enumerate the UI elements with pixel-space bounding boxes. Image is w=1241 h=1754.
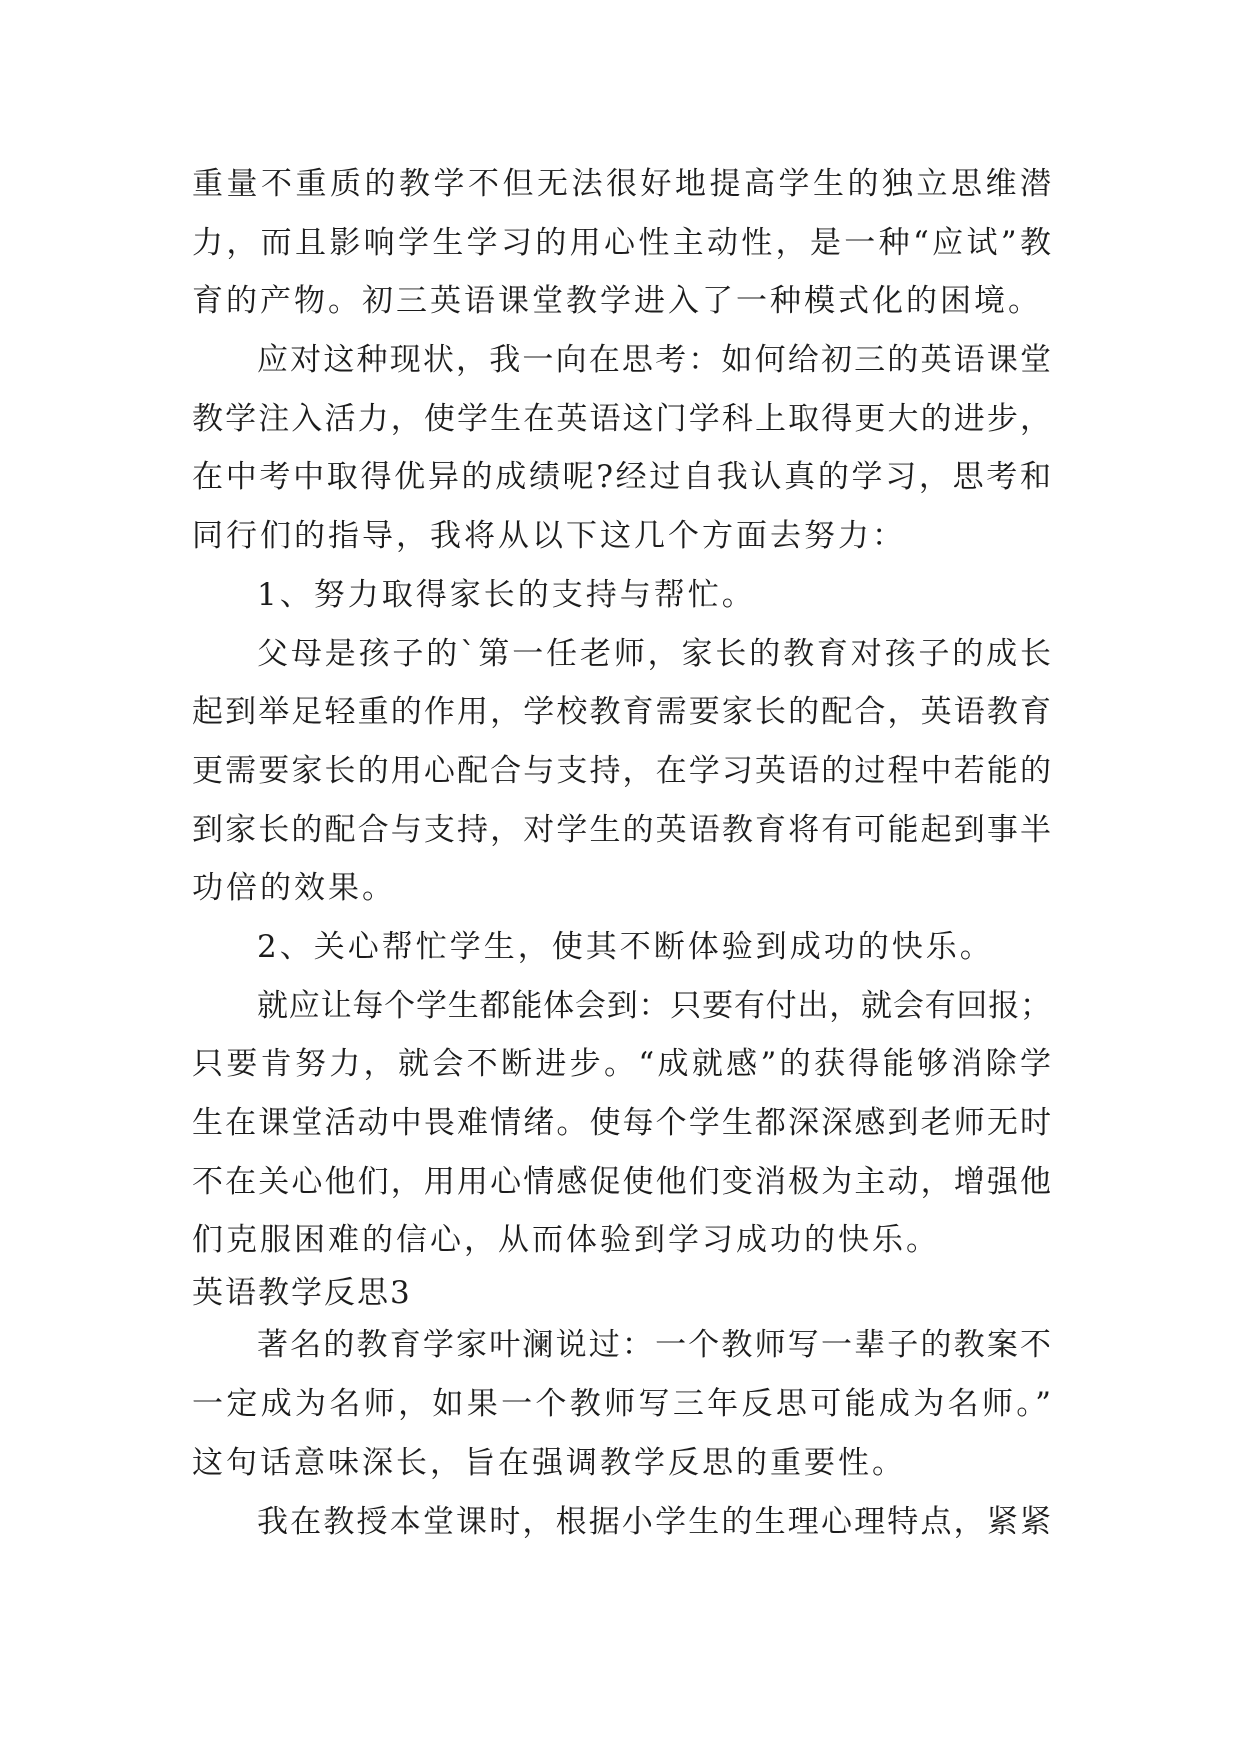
text-line: 重量不重质的教学不但无法很好地提高学生的独立思维潜 xyxy=(192,166,1051,202)
text-line: 2、关心帮忙学生，使其不断体验到成功的快乐。 xyxy=(257,928,994,965)
paragraph xyxy=(192,155,1051,331)
text-line: 应对这种现状，我一向在思考：如何给初三的英语课堂 xyxy=(257,342,1051,379)
text-line: 著名的教育学家叶澜说过：一个教师写一辈子的教案不 xyxy=(257,1327,1051,1364)
text-line: 不在关心他们，用用心情感促使他们变消极为主动，增强他 xyxy=(192,1163,1051,1200)
text-line: 功倍的效果。 xyxy=(192,870,396,907)
numbered-point xyxy=(192,918,1051,977)
text-line: 更需要家长的用心配合与支持，在学习英语的过程中若能的 xyxy=(192,752,1051,789)
text-line: 同行们的指导，我将从以下这几个方面去努力： xyxy=(192,518,906,555)
paragraph xyxy=(192,1316,1051,1492)
text-line: 到家长的配合与支持，对学生的英语教育将有可能起到事半 xyxy=(192,811,1051,848)
paragraph xyxy=(192,331,1051,566)
text-line: 力，而且影响学生学习的用心性主动性，是一种“应试”教 xyxy=(192,224,1051,261)
paragraph xyxy=(192,977,1051,1270)
text-line: 父母是孩子的`第一任老师，家长的教育对孩子的成长 xyxy=(257,635,1051,672)
paragraph xyxy=(192,1493,1051,1552)
text-line: 教学注入活力，使学生在英语这门学科上取得更大的进步， xyxy=(192,400,1051,437)
text-line: 我在教授本堂课时，根据小学生的生理心理特点，紧紧 xyxy=(257,1503,1051,1540)
text-line: 在中考中取得优异的成绩呢?经过自我认真的学习，思考和 xyxy=(192,459,1051,496)
document-page xyxy=(192,155,1051,1551)
text-line: 这句话意味深长，旨在强调教学反思的重要性。 xyxy=(192,1444,906,1481)
text-line: 只要肯努力，就会不断进步。“成就感”的获得能够消除学 xyxy=(192,1046,1051,1083)
numbered-point xyxy=(192,566,1051,625)
text-line: 一定成为名师，如果一个教师写三年反思可能成为名师。” xyxy=(192,1386,1051,1423)
text-line: 起到举足轻重的作用，学校教育需要家长的配合，英语教育 xyxy=(192,694,1051,731)
text-line: 1、努力取得家长的支持与帮忙。 xyxy=(257,576,756,613)
text-line: 生在课堂活动中畏难情绪。使每个学生都深深感到老师无时 xyxy=(192,1105,1051,1141)
text-line: 就应让每个学生都能体会到：只要有付出，就会有回报； xyxy=(257,987,1051,1024)
text-line: 们克服困难的信心，从而体验到学习成功的快乐。 xyxy=(192,1222,940,1259)
paragraph xyxy=(192,625,1051,918)
section-heading: 英语教学反思3 xyxy=(192,1275,412,1312)
text-line: 育的产物。初三英语课堂教学进入了一种模式化的困境。 xyxy=(192,283,1042,320)
